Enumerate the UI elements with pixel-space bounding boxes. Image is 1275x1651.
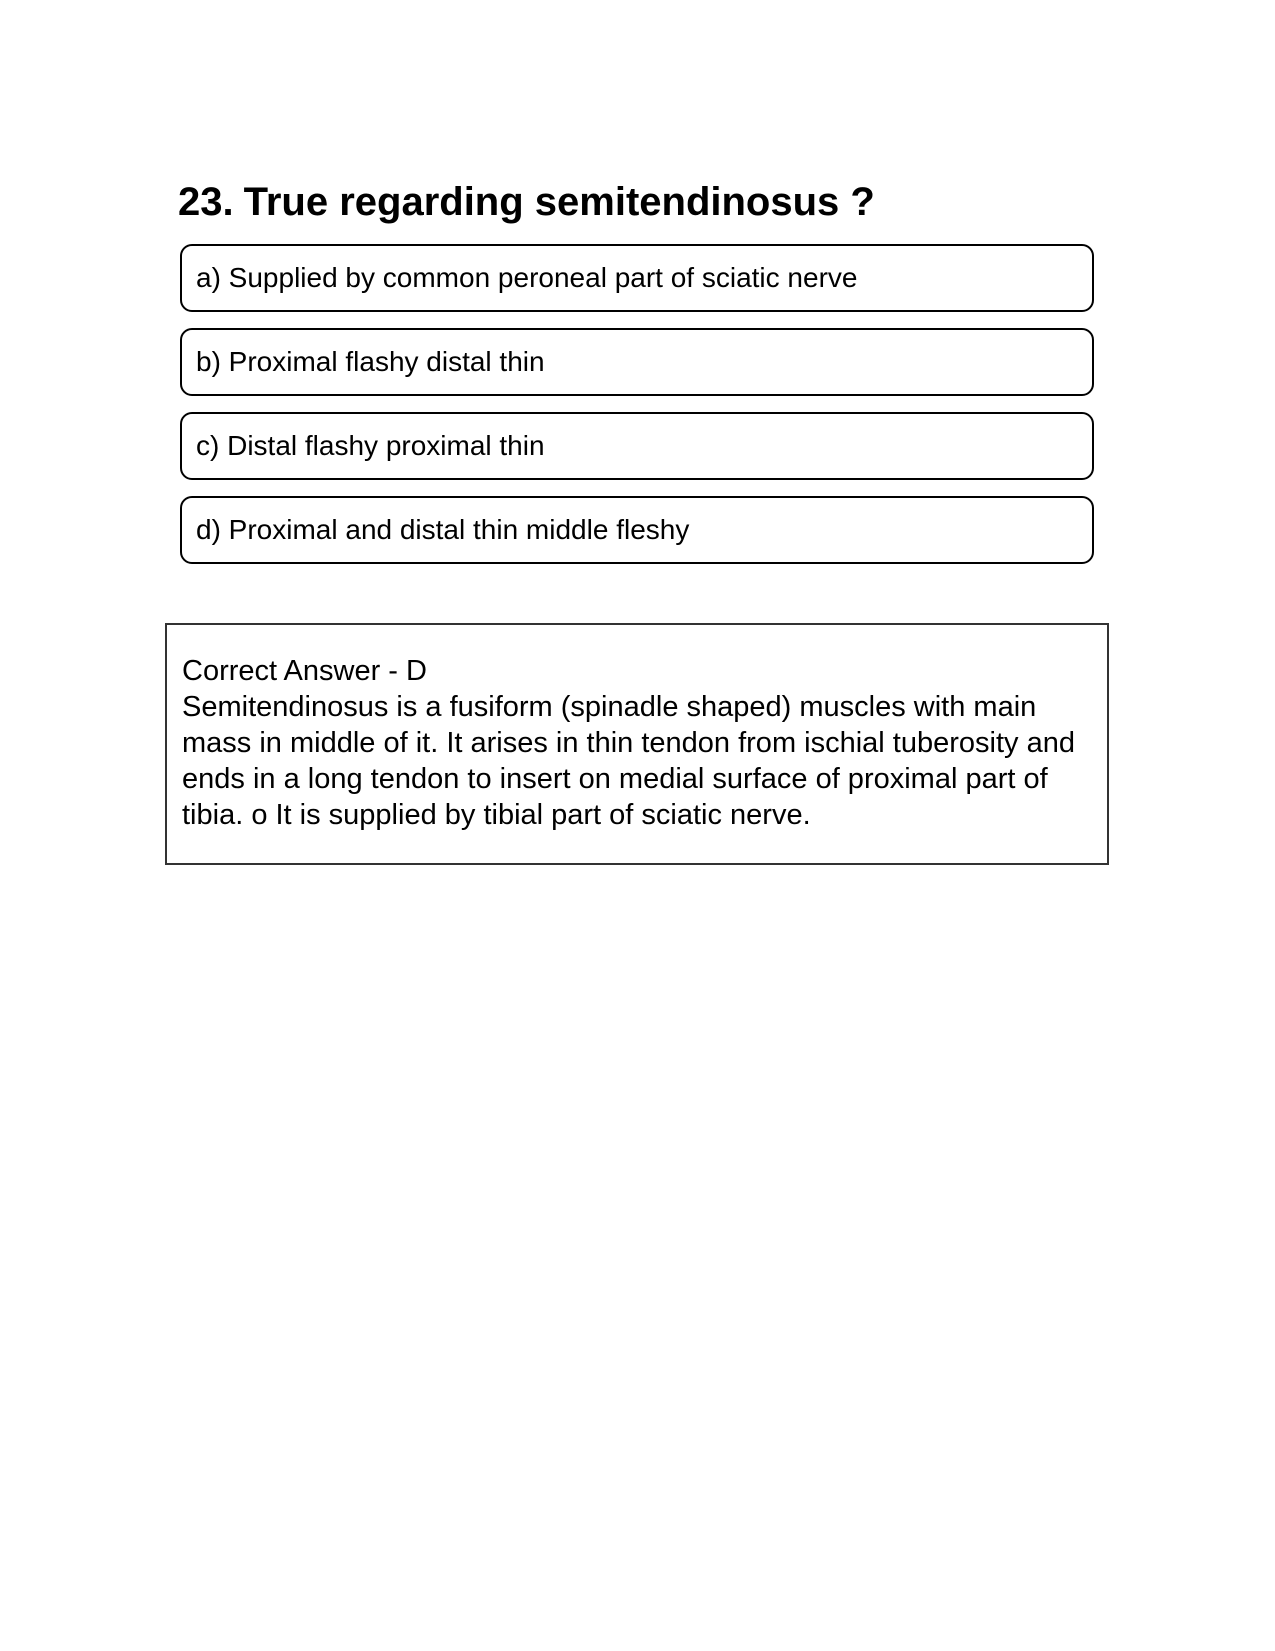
answer-box xyxy=(165,623,1109,865)
question-text: True regarding semitendinosus ? xyxy=(243,180,875,224)
question-number: 23. xyxy=(178,180,234,224)
question-title xyxy=(178,178,875,226)
option-a[interactable]: a) Supplied by common peroneal part of sciatic nerve xyxy=(180,244,1094,312)
option-c[interactable]: c) Distal flashy proximal thin xyxy=(180,412,1094,480)
option-d[interactable]: d) Proximal and distal thin middle fleshy xyxy=(180,496,1094,564)
answer-explanation: Semitendinosus is a fusiform (spinadle shaped) muscles with main mass in middle of it. It arises in thin tendon from ischial tuberosity and ends in a long tendon to insert on medial surface of proximal part of tibia. o It is supplied by tibial part of sciatic nerve. xyxy=(182,691,1075,831)
options-list xyxy=(180,244,1094,580)
correct-answer-heading: Correct Answer - D xyxy=(182,655,427,687)
option-b[interactable]: b) Proximal flashy distal thin xyxy=(180,328,1094,396)
